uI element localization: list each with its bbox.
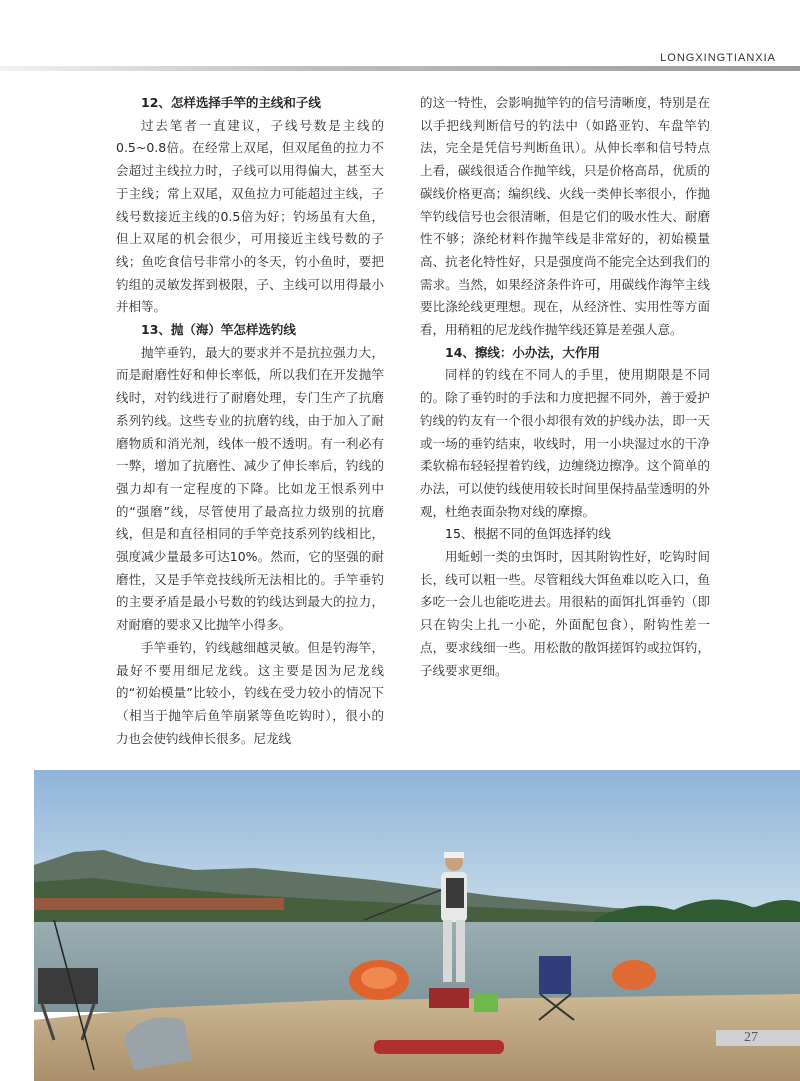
- right-column: [420, 92, 710, 682]
- left-column: [116, 92, 384, 750]
- paragraph: 过去笔者一直建议，子线号数是主线的0.5~0.8倍。在经常上双尾，但双尾鱼的拉力不会超过主线拉力时，子线可以用得偏大，甚至大于主线；常上双尾，双鱼拉力可能超过主线，子线号数接近主线的0.5倍为好；钓场虽有大鱼，但上双尾的机会很少，可用接近主线号数的子线；鱼吃食信号非常小的冬天，钓小鱼时，要把钓组的灵敏发挥到极限，子、主线可以用得最小并相等。: [116, 117, 384, 315]
- green-bucket: [474, 994, 498, 1012]
- fishing-scene-illustration: [34, 770, 800, 1081]
- paragraph-continued: 的这一特性，会影响抛竿钓的信号清晰度，特别是在以手把线判断信号的钓法中（如路亚钓、车盘竿钓法，完全是凭信号判断鱼讯）。从伸长率和信号特点上看，碳线很适合作抛竿线，只是价格高昂，优质的碳线价格更高；编织线、火线一类伸长率很小，作抛竿钓线信号也会很清晰，但是它们的吸水性大、耐磨性不够；涤纶材料作抛竿线是非常好的，初始模量高、抗老化特性好，只是强度尚不能完全达到我们的需求。当然，如果经济条件许可，用碳线作海竿主线要比涤纶线更理想。现在，从经济性、实用性等方面看，用稍粗的尼龙线作抛竿线还算是差强人意。: [420, 95, 710, 338]
- section-heading-14: 14、擦线：小办法，大作用: [445, 344, 600, 360]
- paragraph: 用蚯蚓一类的虫饵时，因其附钩性好，吃钩时间长，线可以粗一些。尽管粗线大饵鱼难以吃入口，鱼多吃一会儿也能吃进去。用很粘的面饵扎饵垂钓（即只在钩尖上扎一小砣，外面配包食），附钩性差一点，要求线细一些。用松散的散饵搓饵钓或拉饵钓，子线要求更细。: [420, 549, 710, 678]
- paragraph: 同样的钓线在不同人的手里，使用期限是不同的。除了垂钓时的手法和力度把握不同外，善于爱护钓线的钓友有一个很小却很有效的护线办法，即一天或一场的垂钓结束，收线时，用一小块湿过水的干净柔软棉布轻轻捏着钓线，边缠绕边擦净。这个简单的办法，可以使钓线使用较长时间里保持晶莹透明的外观，杜绝表面杂物对线的摩擦。: [420, 367, 710, 519]
- section-heading-13: 13、抛（海）竿怎样选钓线: [141, 322, 296, 338]
- keep-net-right: [612, 960, 656, 990]
- keep-net-left: [349, 960, 409, 1000]
- magazine-brand: LONGXINGTIANXIA: [660, 52, 776, 64]
- page-number: 27: [744, 1030, 758, 1045]
- section-heading-12: 12、怎样选择手竿的主线和子线: [141, 95, 321, 110]
- tackle-box: [429, 988, 469, 1008]
- fishing-photo: [34, 770, 800, 1081]
- paragraph: 抛竿垂钓，最大的要求并不是抗拉强力大，而是耐磨性好和伸长率低，所以我们在开发抛竿线时，对钓线进行了耐磨处理，专门生产了抗磨系列钓线。这些专业的抗磨钓线，由于加入了耐磨物质和消光剂，线体一般不透明。有一利必有一弊，增加了抗磨性、减少了伸长率后，钓线的强力却有一定程度的下降。比如龙王恨系列中的“强磨”线，尽管使用了最高拉力级别的抗磨线，但是和直径相同的手竿竞技系列钓线相比，强度减少量最多可达10%。然而，它的坚强的耐磨性，又是手竿竞技线所无法相比的。手竿垂钓的主要矛盾是最小号数的钓线达到最大的拉力，对耐磨的要求又比抛竿小得多。: [116, 344, 384, 633]
- paragraph: 手竿垂钓，钓线越细越灵敏。但是钓海竿，最好不要用细尼龙线。这主要是因为尼龙线的“初始模量”比较小，钓线在受力较小的情况下（相当于抛竿后鱼竿崩紧等鱼吃钩时），很小的力也会使钓线伸长很多。尼龙线: [116, 639, 384, 746]
- red-buildings: [34, 898, 284, 910]
- page-number-bar: [716, 1030, 800, 1046]
- header-rule: [0, 66, 800, 71]
- rod-bag: [374, 1040, 504, 1054]
- section-heading-15: 15、根据不同的鱼饵选择钓线: [445, 526, 611, 542]
